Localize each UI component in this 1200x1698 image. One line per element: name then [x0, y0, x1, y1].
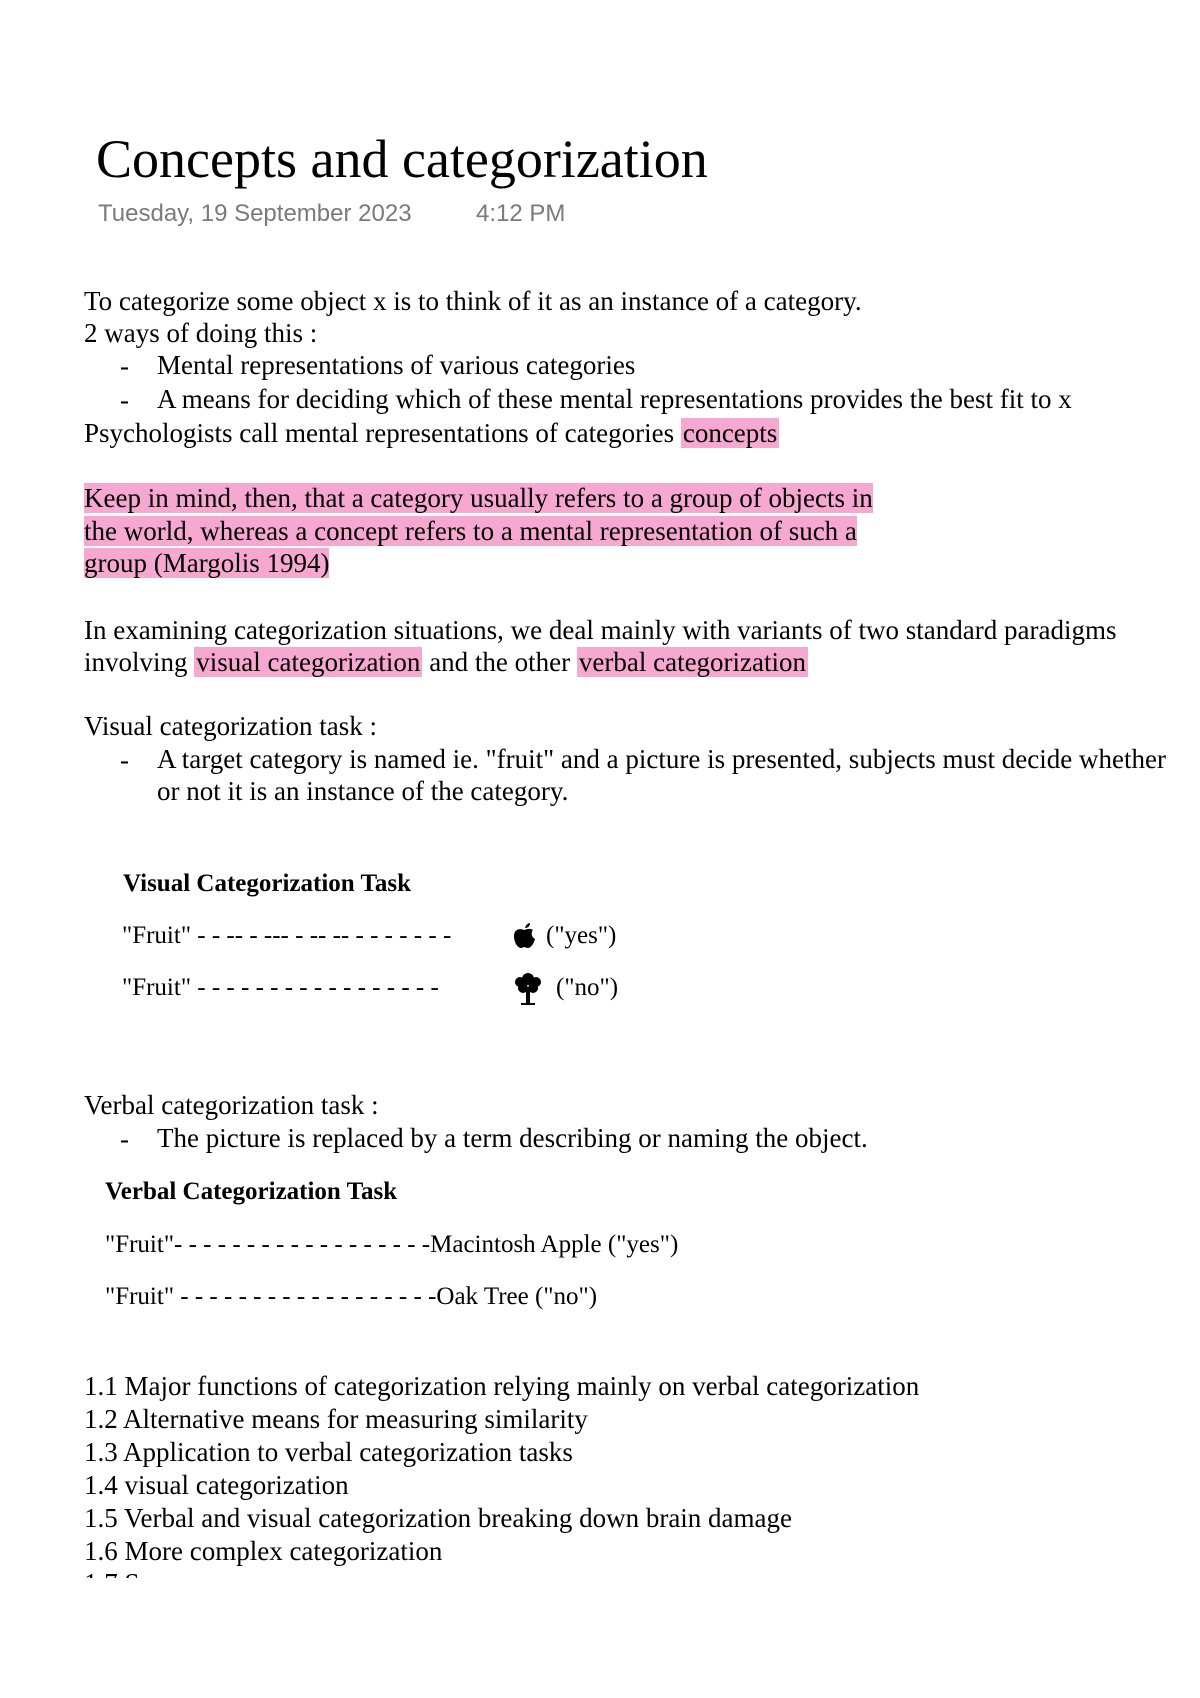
highlight-visual-categorization: visual categorization — [196, 647, 421, 677]
page-date: Tuesday, 19 September 2023 — [98, 200, 412, 227]
visual-figure-title: Visual Categorization Task — [123, 870, 412, 897]
psych-line — [84, 417, 779, 449]
intro-line-2: 2 ways of doing this : — [84, 318, 318, 348]
verbal-figure-title: Verbal Categorization Task — [105, 1178, 398, 1205]
visual-figure-row-2-label: "Fruit" - - - - - - - - - - - - - - - - - — [122, 974, 439, 1001]
bullet-dash: - — [120, 385, 129, 415]
verbal-task-bullet: The picture is replaced by a term describing or naming the object. — [157, 1123, 868, 1153]
outline-item-1-2: 1.2 Alternative means for measuring similarity — [84, 1404, 588, 1434]
outline-item-1-3: 1.3 Application to verbal categorization tasks — [84, 1437, 573, 1467]
visual-figure-row-2-answer: ("no") — [556, 974, 619, 1001]
outline-item-1-1: 1.1 Major functions of categorization relying mainly on verbal categorization — [84, 1371, 920, 1401]
outline-item-1-5: 1.5 Verbal and visual categorization breaking down brain damage — [84, 1503, 793, 1533]
visual-figure-row-1-answer: ("yes") — [546, 922, 617, 949]
verbal-figure-row-2: "Fruit" - - - - - - - - - - - - - - - - - -Oak Tree ("no") — [105, 1283, 598, 1310]
psych-prefix: Psychologists call mental representations of categories — [84, 418, 681, 448]
keep-in-mind-line-3: group (Margolis 1994) — [84, 548, 330, 578]
visual-figure-row-1-label: "Fruit" - - -- - --- - -- -- - - - - - - - — [122, 922, 452, 949]
page-cutoff — [0, 1578, 1200, 1698]
examining-line-2: involving visual categorization and the other verbal categorization — [84, 647, 807, 677]
intro-line-1: To categorize some object x is to think of it as an instance of a category. — [84, 286, 862, 316]
highlight-concepts: concepts — [682, 418, 778, 448]
outline-item-1-6: 1.6 More complex categorization — [84, 1536, 443, 1566]
outline-item-1-4: 1.4 visual categorization — [84, 1470, 349, 1500]
intro-bullet-2: A means for deciding which of these mental representations provides the best fit to x — [157, 384, 1072, 414]
visual-task-bullet-line-2: or not it is an instance of the category. — [157, 776, 569, 806]
bullet-dash: - — [120, 745, 129, 775]
examining-line-1: In examining categorization situations, we deal mainly with variants of two standard paradigms — [84, 615, 1117, 645]
bullet-dash: - — [120, 351, 129, 381]
highlight-verbal-categorization: verbal categorization — [578, 647, 807, 677]
verbal-task-heading: Verbal categorization task : — [84, 1090, 379, 1120]
visual-task-bullet-line-1: A target category is named ie. "fruit" and a picture is presented, subjects must decide whether — [157, 744, 1166, 774]
keep-in-mind-line-1: Keep in mind, then, that a category usually refers to a group of objects in — [84, 483, 873, 513]
visual-task-heading: Visual categorization task : — [84, 711, 378, 741]
verbal-figure-row-1: "Fruit"- - - - - - - - - - - - - - - - - -Macintosh Apple ("yes") — [105, 1231, 679, 1258]
page-time: 4:12 PM — [476, 200, 566, 227]
intro-bullet-1: Mental representations of various categories — [157, 350, 636, 380]
tree-icon — [512, 970, 544, 1006]
apple-icon — [512, 922, 536, 950]
bullet-dash: - — [120, 1124, 129, 1154]
page-title: Concepts and categorization — [96, 129, 708, 189]
keep-in-mind-line-2: the world, whereas a concept refers to a mental representation of such a — [84, 516, 857, 546]
